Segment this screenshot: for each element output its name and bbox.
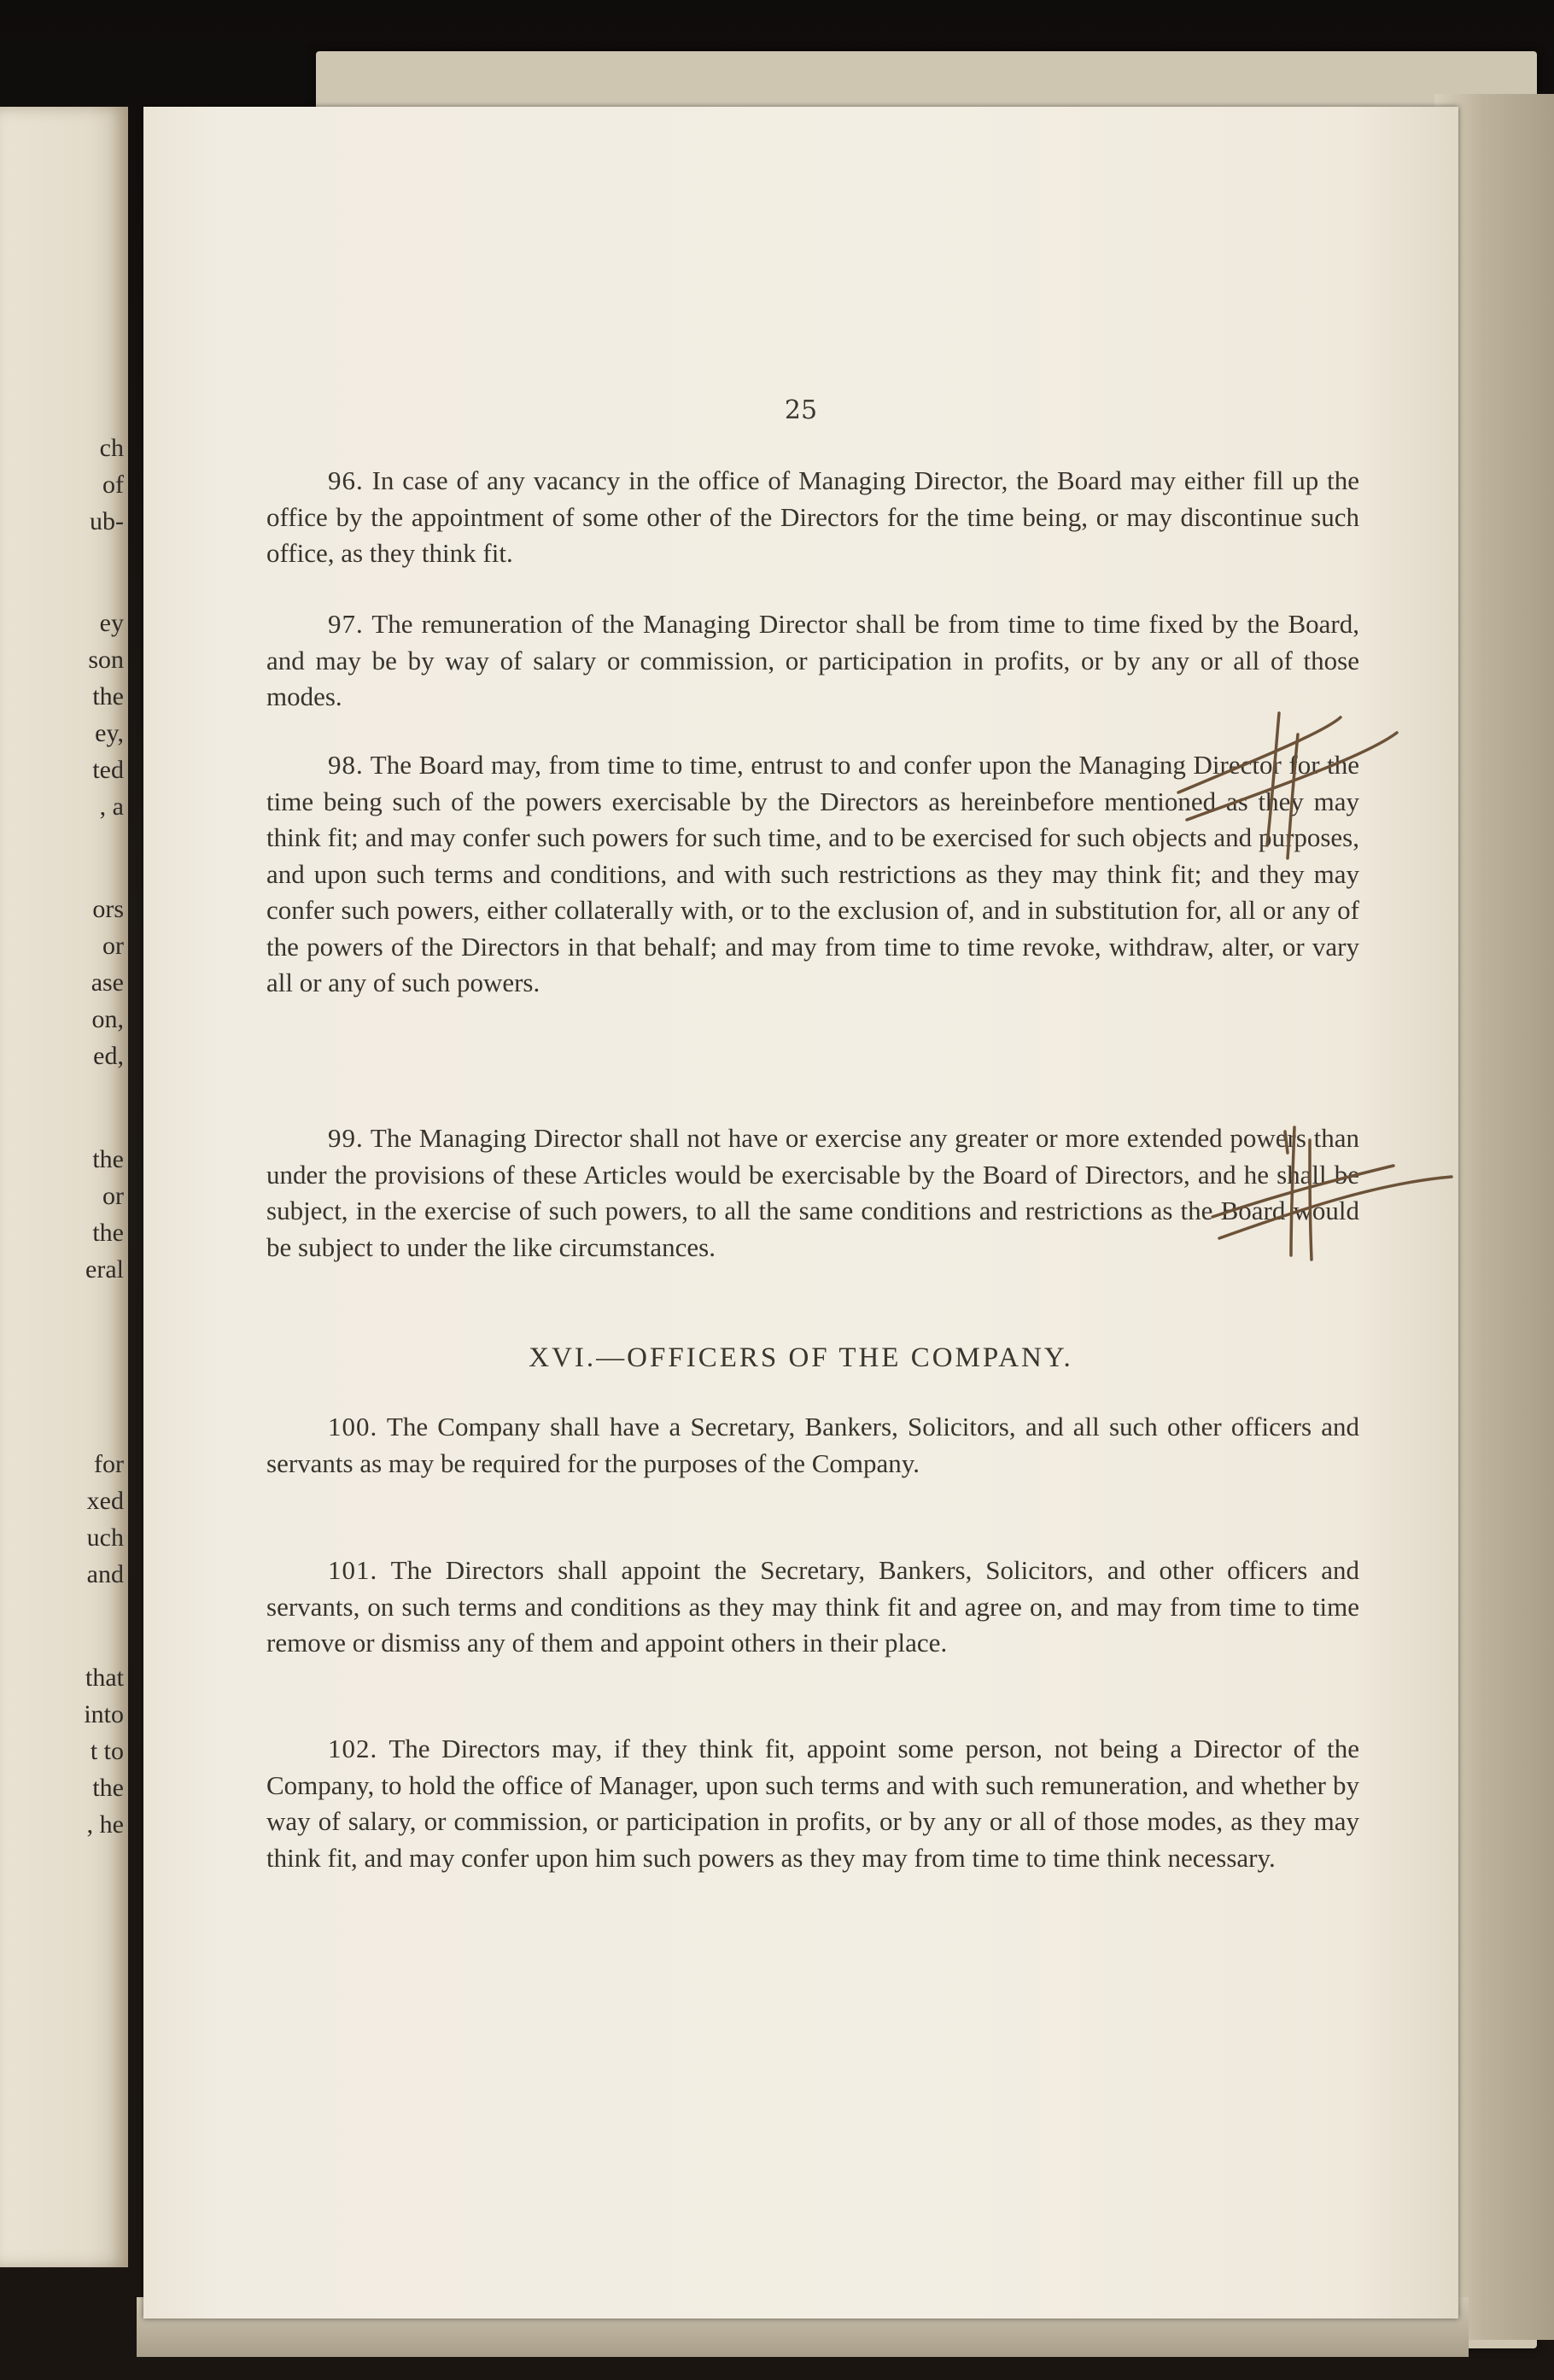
article-number: 99. — [328, 1123, 364, 1153]
article-text: The Company shall have a Secretary, Bankers, Solicitors, and all such other officers and servants as may be required for the purposes of the Company. — [266, 1412, 1359, 1478]
article-text: The Directors may, if they think fit, appoint some person, not being a Director of the Company, to hold the office of Manager, upon such terms and with such remuneration, and whether by way of salary, or commission, or participation in profits, or by any or all of those modes, as they may think fit, and may confer upon him such powers as they may from time to time think necessary. — [266, 1734, 1359, 1873]
article-number: 100. — [328, 1412, 378, 1441]
article-number: 98. — [328, 750, 364, 780]
article-number: 97. — [328, 609, 364, 639]
article-number: 96. — [328, 465, 364, 495]
left-page-fragment: t to — [90, 1737, 124, 1765]
left-page-fragment: ed, — [93, 1042, 124, 1070]
main-page — [143, 107, 1458, 2319]
left-page-fragment: son — [88, 646, 124, 674]
article-number: 102. — [328, 1734, 378, 1763]
left-page-fragment: on, — [91, 1005, 124, 1033]
left-page-fragment: uch — [86, 1523, 124, 1552]
article-text: The Directors shall appoint the Secretary, Bankers, Solicitors, and other officers and servants, on such terms and conditions as they may think fit and agree on, and may from time to time remove or dismiss any of them and appoint others in their place. — [266, 1555, 1359, 1658]
left-page-fragment: xed — [86, 1487, 124, 1515]
left-page-fragment: of — [102, 471, 124, 499]
left-page-fragment: eral — [85, 1255, 124, 1284]
left-page-fragment: for — [94, 1450, 124, 1478]
left-page-fragment: and — [86, 1560, 124, 1588]
article-100 — [266, 1409, 1359, 1482]
article-number: 101. — [328, 1555, 378, 1585]
article-text: The Board may, from time to time, entrust to and confer upon the Managing Director for the time being such of the powers exercisable by the Directors as hereinbefore mentioned as they may think fit; and may confer such powers for such time, and to be exercised for such objects and purposes, and upon such terms and conditions, and with such restrictions as they may think fit; and they may confer such powers, either collaterally with, or to the exclusion of, and in substitution for, all or any of the powers of the Directors in that behalf; and may from time to time revoke, withdraw, alter, or vary all or any of such powers. — [266, 750, 1359, 997]
section-heading: XVI.—OFFICERS OF THE COMPANY. — [529, 1342, 1073, 1373]
article-101 — [266, 1553, 1359, 1662]
left-page-fragment: or — [102, 1182, 124, 1210]
article-102 — [266, 1731, 1359, 1876]
left-page-fragment: ase — [91, 968, 124, 997]
article-97 — [266, 606, 1359, 716]
page-number: 25 — [784, 395, 818, 425]
left-page-fragment: the — [92, 682, 124, 710]
left-page-fragment: ey — [99, 609, 124, 637]
left-page-fragment: ors — [92, 895, 124, 923]
left-page — [0, 107, 128, 2267]
left-page-fragment: the — [92, 1219, 124, 1247]
left-page-fragment: or — [102, 932, 124, 960]
left-page-fragment: ted — [92, 756, 124, 784]
article-98 — [266, 747, 1359, 1002]
left-page-fragment: ey, — [95, 719, 124, 747]
left-page-fragment: ub- — [90, 507, 124, 535]
left-page-fragment: the — [92, 1145, 124, 1173]
left-page-fragment: , he — [86, 1810, 124, 1839]
left-page-fragment: into — [84, 1700, 124, 1728]
left-page-fragment: , a — [99, 792, 124, 821]
left-page-fragment: the — [92, 1774, 124, 1802]
left-page-fragment: that — [85, 1664, 124, 1692]
article-text: The Managing Director shall not have or exercise any greater or more extended powers than under the provisions of these Articles would be exercisable by the Board of Directors, and he shall be subject, in the exercise of such powers, to all the same conditions and restrictions as the Board would be subject to under the like circumstances. — [266, 1123, 1359, 1262]
article-text: In case of any vacancy in the office of Managing Director, the Board may either fill up the office by the appointment of some other of the Directors for the time being, or may discontinue such office, as they think fit. — [266, 465, 1359, 568]
article-99 — [266, 1120, 1359, 1266]
article-text: The remuneration of the Managing Director shall be from time to time fixed by the Board, and may be by way of salary or commission, or participation in profits, or by any or all of those modes. — [266, 609, 1359, 711]
article-96 — [266, 463, 1359, 572]
left-page-fragment: ch — [99, 434, 124, 462]
